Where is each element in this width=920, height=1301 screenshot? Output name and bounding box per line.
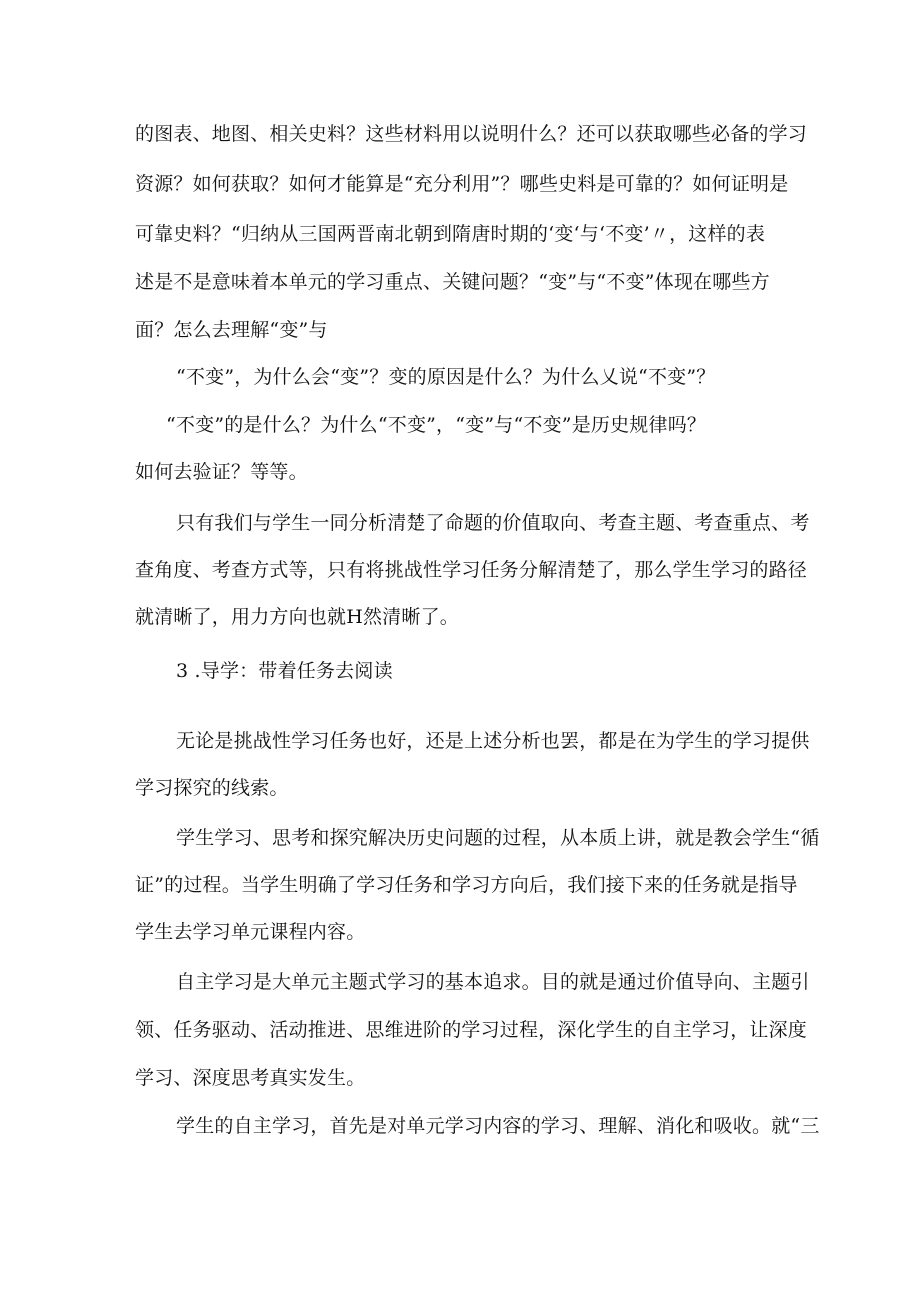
- text-line: 的图表、地图、相关史料？这些材料用以说明什么？还可以获取哪些必备的学习: [135, 123, 808, 145]
- text-line: 如何去验证？等等。: [135, 461, 308, 483]
- text-line: 无论是挑战性学习任务也好，还是上述分析也罢，都是在为学生的学习提供: [176, 730, 810, 752]
- text-line: “不变”的是什么？为什么“不变”，“变”与“不变”是历史规律吗？: [166, 414, 707, 436]
- text-line: 述是不是意味着本单元的学习重点、关键问题？“变”与“不变”体现在哪些方: [135, 271, 770, 293]
- text-line: 证”的过程。当学生明确了学习任务和学习方向后，我们接下来的任务就是指导: [135, 874, 798, 896]
- text-line: 学生去学习单元课程内容。: [135, 921, 366, 943]
- text-line: “不变”，为什么会“变”？变的原因是什么？为什么乂说“不变”？: [176, 366, 716, 388]
- text-line: 资源？如何获取？如何才能算是“充分利用”？哪些史料是可靠的？如何证明是: [135, 173, 789, 195]
- text-line: 就清晰了，用力方向也就H然清晰了。: [135, 606, 459, 628]
- text-line: 查角度、考查方式等，只有将挑战性学习任务分解清楚了，那么学生学习的路径: [135, 559, 808, 581]
- text-line: 自主学习是大单元主题式学习的基本追求。目的就是通过价值导向、主题引: [176, 971, 810, 993]
- text-line: 学习、深度思考真实发生。: [135, 1067, 366, 1089]
- text-line: 学习探究的线索。: [135, 777, 289, 799]
- text-line: 领、任务驱动、活动推进、思维进阶的学习过程，深化学生的自主学习，让深度: [135, 1019, 808, 1041]
- text-line: 只有我们与学生一同分析清楚了命题的价值取向、考查主题、考查重点、考: [176, 512, 810, 534]
- text-line: 学生的自主学习，首先是对单元学习内容的学习、理解、消化和吸收。就“三: [176, 1115, 820, 1137]
- text-line: 面？怎么去理解“变”与: [135, 319, 328, 341]
- section-heading: 3 .导学：带着任务去阅读: [176, 660, 393, 682]
- text-line: 学生学习、思考和探究解决历史问题的过程，从本质上讲，就是教会学生“循: [176, 827, 820, 849]
- text-line: 可靠史料？“归纳从三国两晋南北朝到隋唐时期的‘变‘与‘不变’〃，这样的表: [135, 223, 766, 245]
